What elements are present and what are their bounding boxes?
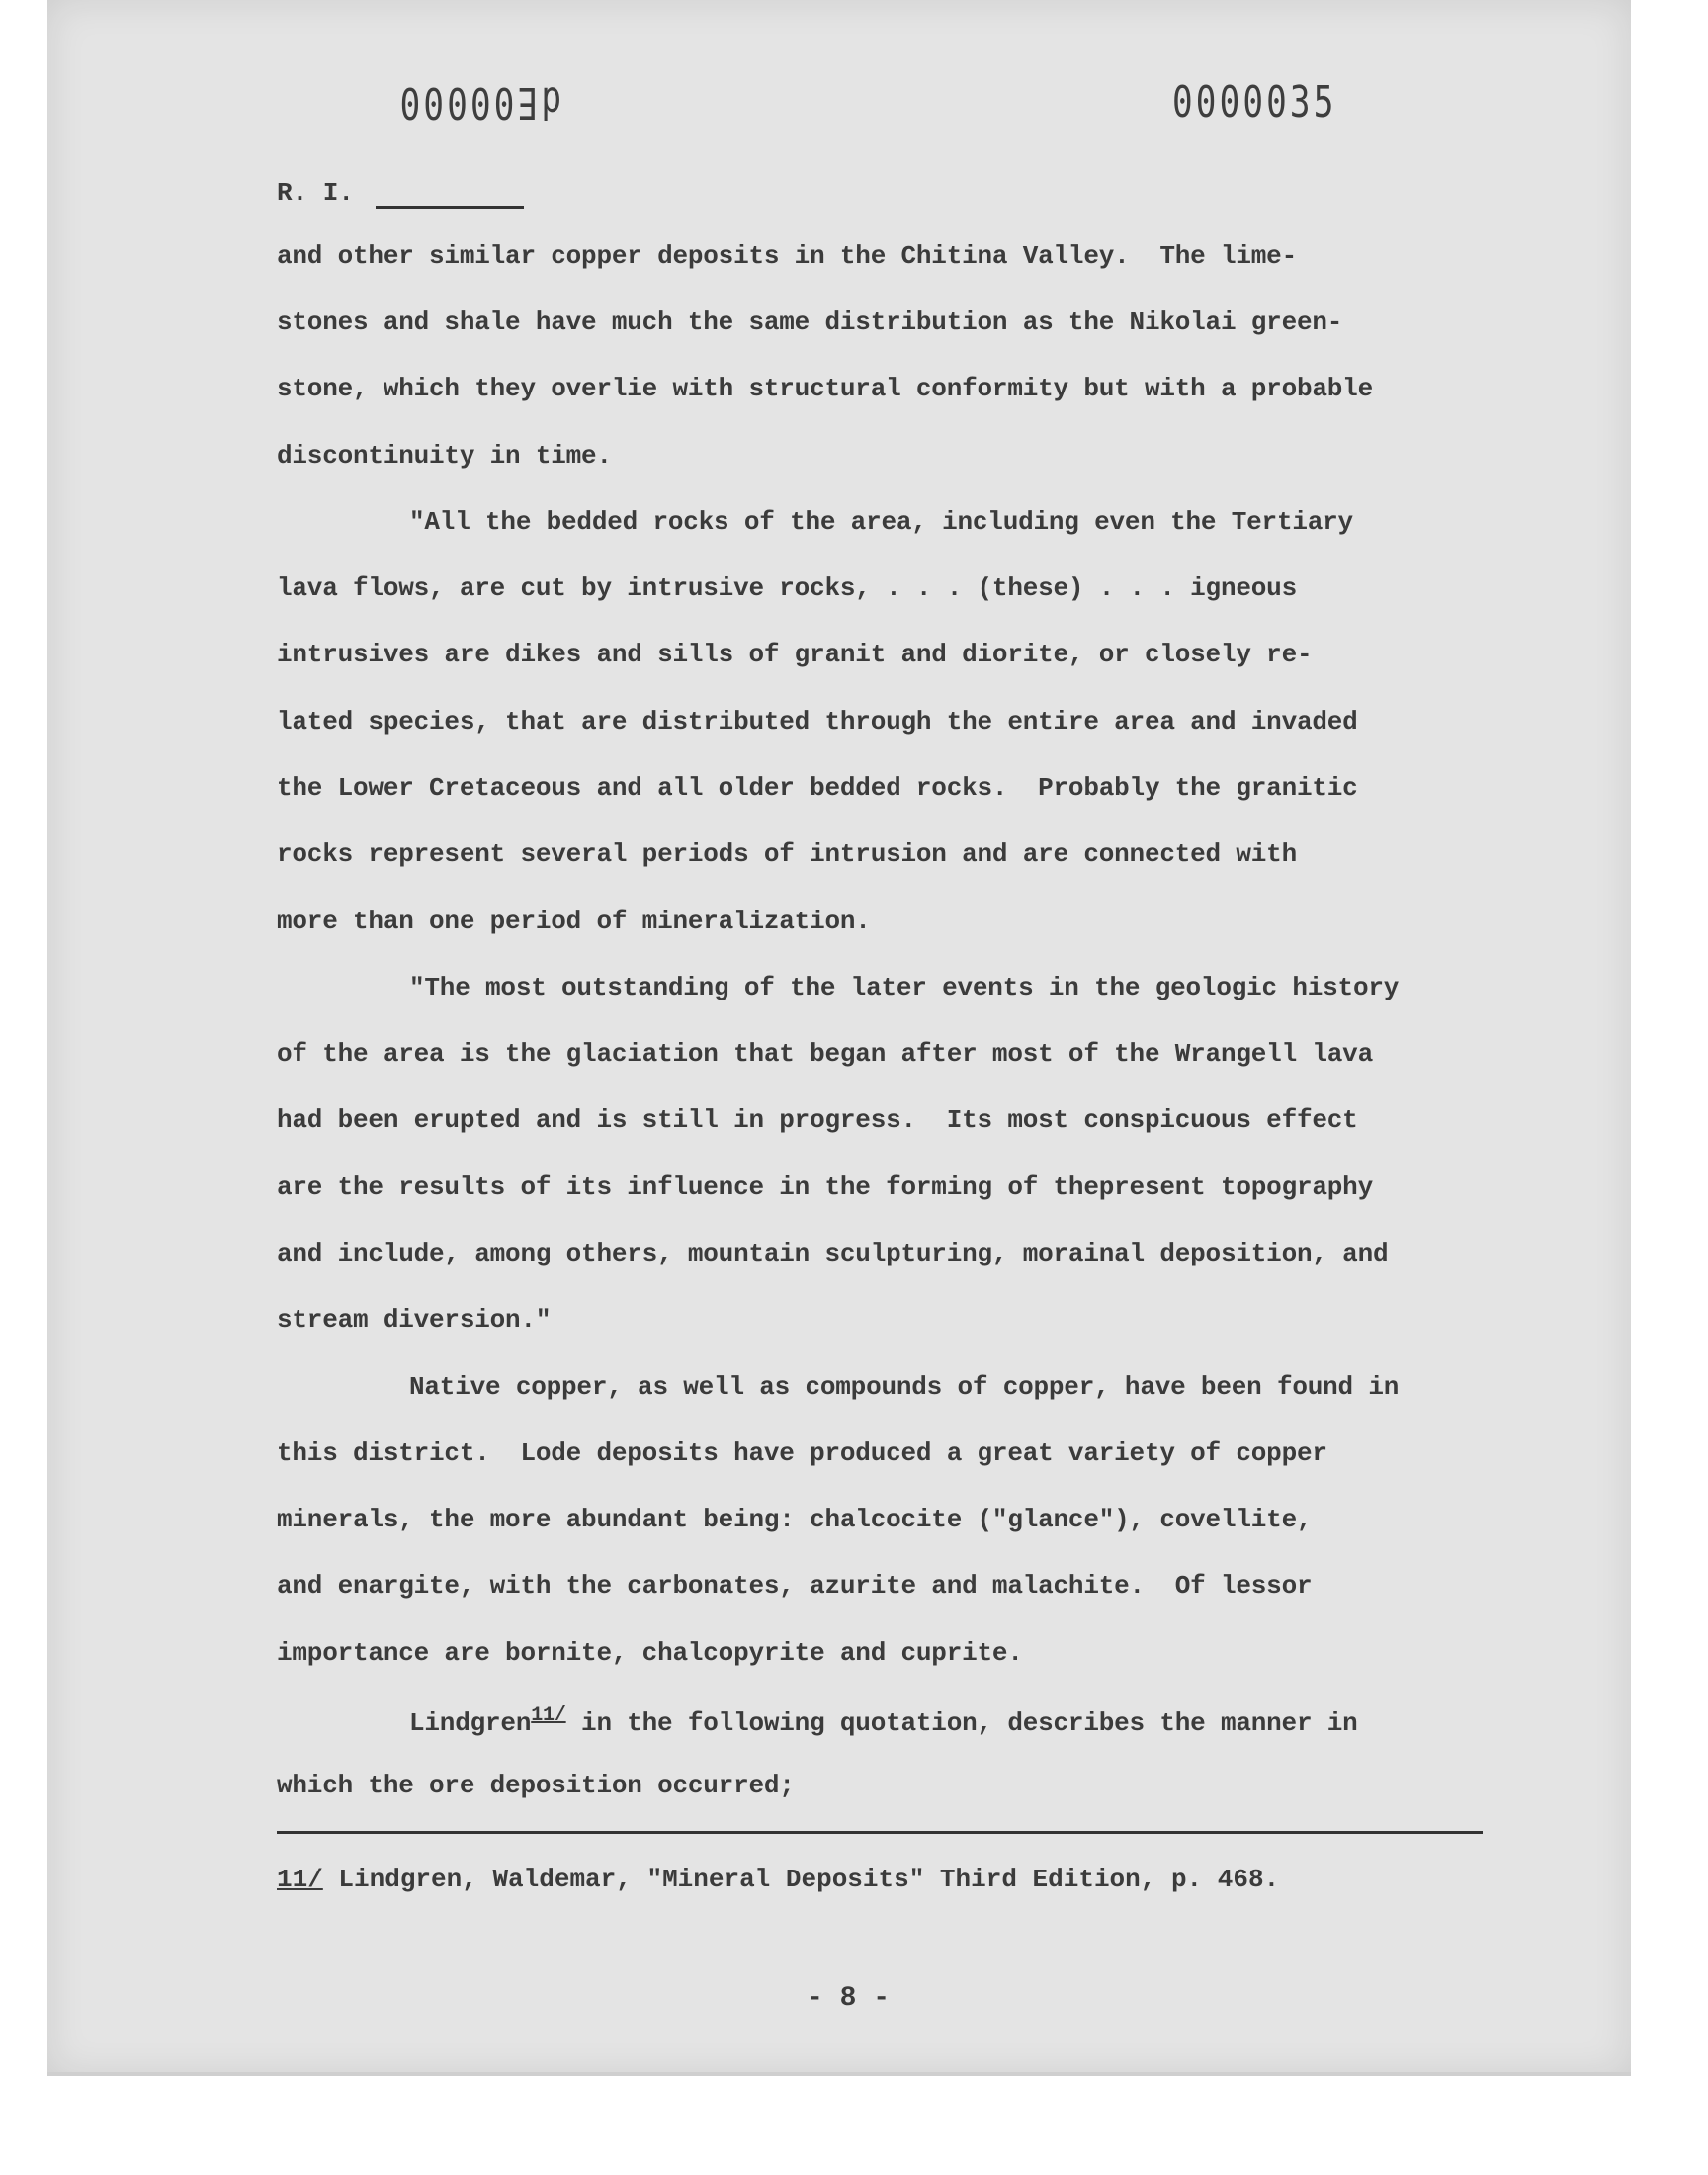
body-line: had been erupted and is still in progress. Its most conspicuous effect (277, 1105, 1358, 1135)
body-line: of the area is the glaciation that began after most of the Wrangell lava (277, 1039, 1373, 1069)
footnote-mark: 11/ (277, 1865, 323, 1894)
body-line: and enargite, with the carbonates, azurite and malachite. Of lessor (277, 1571, 1313, 1601)
body-line-lindgren (409, 1704, 1358, 1738)
ri-blank-line (376, 206, 524, 209)
body-line: "All the bedded rocks of the area, including even the Tertiary (409, 507, 1353, 537)
body-line: Native copper, as well as compounds of copper, have been found in (409, 1372, 1400, 1402)
body-line: this district. Lode deposits have produced a great variety of copper (277, 1438, 1327, 1468)
body-line: importance are bornite, chalcopyrite and cuprite. (277, 1638, 1023, 1668)
page-number: - 8 - (807, 1983, 891, 2014)
body-line: and include, among others, mountain sculpturing, morainal deposition, and (277, 1239, 1389, 1268)
lindgren-text: Lindgren (409, 1708, 532, 1738)
body-line: discontinuity in time. (277, 441, 612, 471)
lindgren-text-rest: in the following quotation, describes the manner in (565, 1708, 1358, 1738)
body-line: "The most outstanding of the later events in the geologic history (409, 973, 1400, 1002)
body-line: are the results of its influence in the forming of thepresent topography (277, 1173, 1373, 1202)
body-line: stone, which they overlie with structural conformity but with a probable (277, 374, 1373, 403)
document-stamp-right: 0000035 (1172, 77, 1337, 128)
body-line: and other similar copper deposits in the Chitina Valley. The lime- (277, 241, 1297, 271)
body-line: the Lower Cretaceous and all older bedded rocks. Probably the granitic (277, 773, 1358, 803)
footnote (277, 1865, 1279, 1894)
body-line: lated species, that are distributed through the entire area and invaded (277, 707, 1358, 737)
body-line: lava flows, are cut by intrusive rocks, . . . (these) . . . igneous (277, 573, 1297, 603)
footnote-reference: 11/ (531, 1704, 566, 1727)
ri-label: R. I. (277, 178, 355, 208)
body-line: more than one period of mineralization. (277, 907, 871, 936)
document-stamp-left: dE00000 (396, 77, 561, 128)
body-line: stones and shale have much the same distribution as the Nikolai green- (277, 307, 1343, 337)
footnote-rule (277, 1831, 1483, 1834)
body-line: intrusives are dikes and sills of granit and diorite, or closely re- (277, 640, 1313, 669)
page-bottom-edge (47, 2072, 1631, 2076)
body-line: which the ore deposition occurred; (277, 1771, 795, 1800)
body-line: rocks represent several periods of intrusion and are connected with (277, 839, 1297, 869)
body-line: stream diversion." (277, 1305, 552, 1335)
body-line: minerals, the more abundant being: chalcocite ("glance"), covellite, (277, 1505, 1313, 1534)
footnote-text: Lindgren, Waldemar, "Mineral Deposits" Third Edition, p. 468. (322, 1865, 1280, 1894)
